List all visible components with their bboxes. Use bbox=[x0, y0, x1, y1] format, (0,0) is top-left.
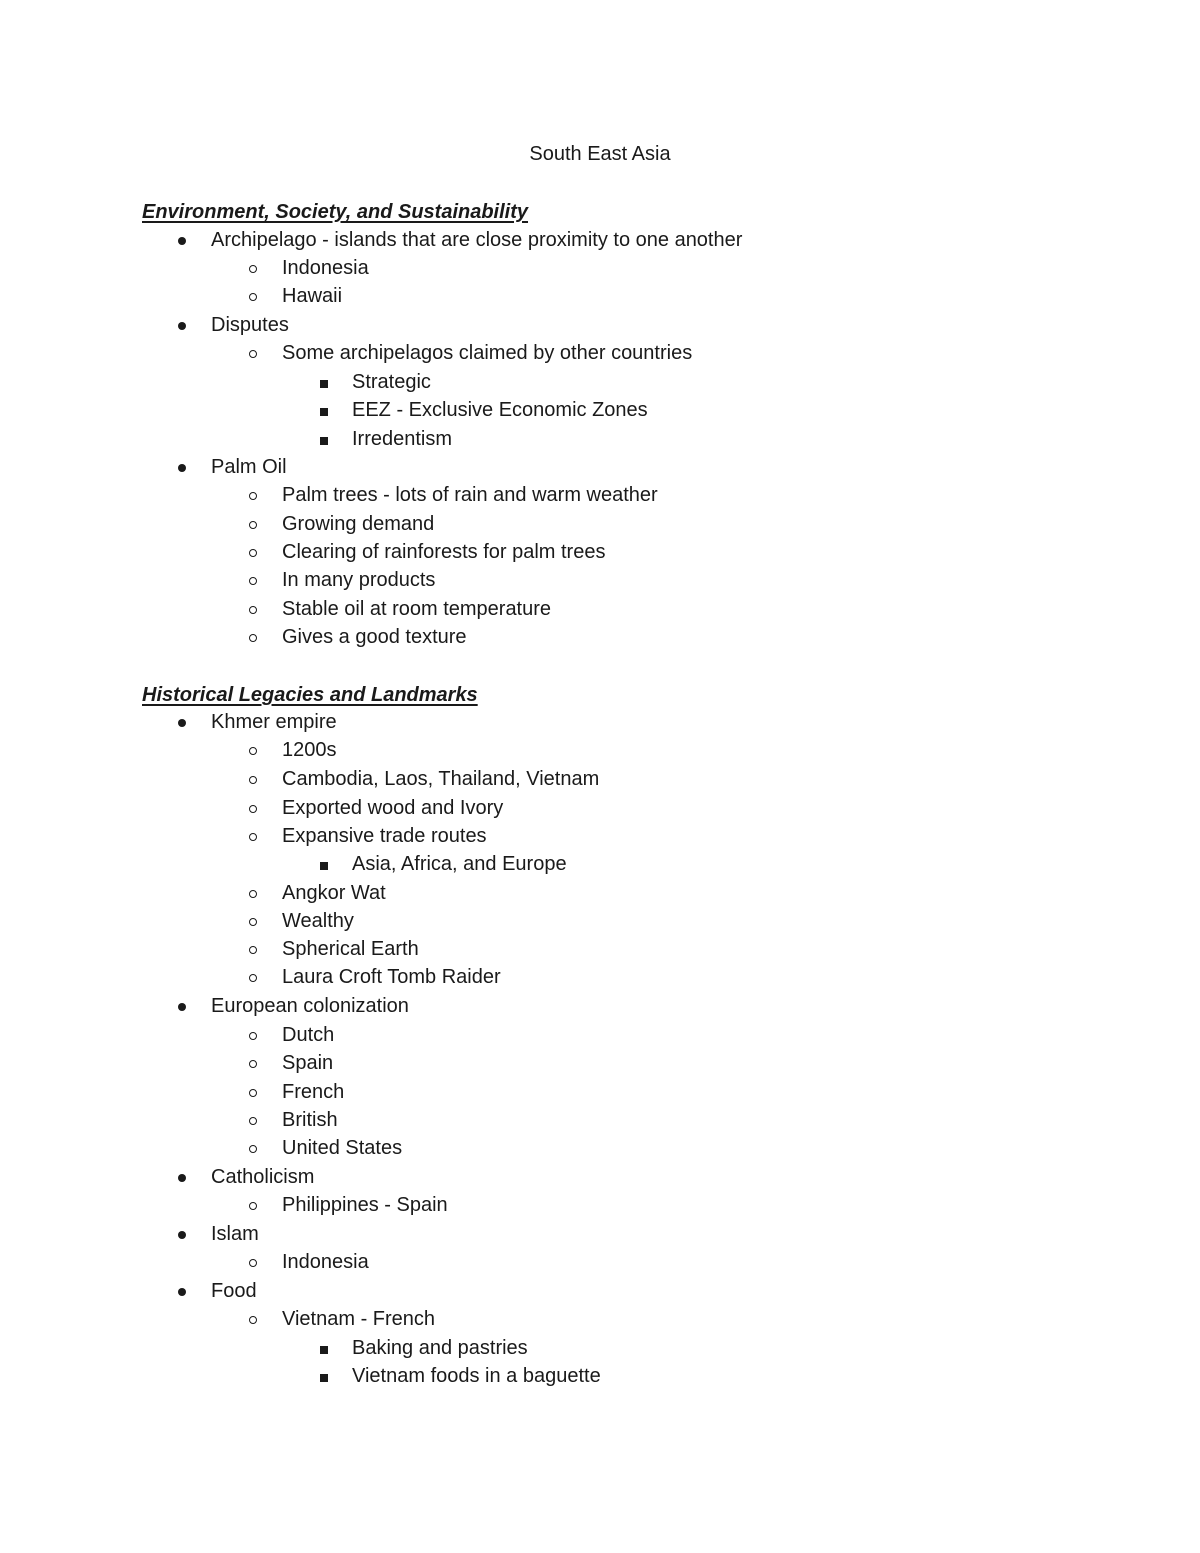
bullet-circle-icon bbox=[249, 963, 269, 991]
bullet-circle-icon bbox=[249, 481, 269, 509]
bullet-circle-icon bbox=[249, 254, 269, 282]
list-item: Vietnam - French bbox=[282, 1305, 435, 1333]
list-item: Stable oil at room temperature bbox=[282, 595, 551, 623]
bullet-circle-icon bbox=[249, 1305, 269, 1333]
list-item: Gives a good texture bbox=[282, 623, 467, 651]
list-item: Clearing of rainforests for palm trees bbox=[282, 538, 605, 566]
bullet-circle-icon bbox=[249, 1106, 269, 1134]
bullet-circle-icon bbox=[249, 538, 269, 566]
list-item: Baking and pastries bbox=[352, 1334, 528, 1362]
list-item: European colonization bbox=[211, 992, 409, 1020]
bullet-square-icon bbox=[319, 1362, 339, 1390]
bullet-square-icon bbox=[319, 425, 339, 453]
list-item: In many products bbox=[282, 566, 435, 594]
list-item: 1200s bbox=[282, 736, 337, 764]
bullet-dot-icon bbox=[178, 453, 198, 481]
section-heading: Environment, Society, and Sustainability bbox=[142, 201, 529, 223]
list-item: Asia, Africa, and Europe bbox=[352, 850, 567, 878]
section-heading: Historical Legacies and Landmarks bbox=[142, 684, 478, 706]
list-item: United States bbox=[282, 1134, 402, 1162]
list-item: Exported wood and Ivory bbox=[282, 794, 503, 822]
list-item: Islam bbox=[211, 1220, 259, 1248]
bullet-square-icon bbox=[319, 368, 339, 396]
list-item: Indonesia bbox=[282, 1248, 369, 1276]
bullet-circle-icon bbox=[249, 339, 269, 367]
list-item: Food bbox=[211, 1277, 257, 1305]
bullet-circle-icon bbox=[249, 1134, 269, 1162]
bullet-circle-icon bbox=[249, 935, 269, 963]
bullet-circle-icon bbox=[249, 282, 269, 310]
bullet-dot-icon bbox=[178, 311, 198, 339]
list-item: Laura Croft Tomb Raider bbox=[282, 963, 501, 991]
bullet-circle-icon bbox=[249, 794, 269, 822]
bullet-circle-icon bbox=[249, 879, 269, 907]
bullet-dot-icon bbox=[178, 1163, 198, 1191]
bullet-circle-icon bbox=[249, 822, 269, 850]
bullet-circle-icon bbox=[249, 595, 269, 623]
list-item: Archipelago - islands that are close proximity to one another bbox=[211, 226, 742, 254]
bullet-dot-icon bbox=[178, 1220, 198, 1248]
list-item: Some archipelagos claimed by other countries bbox=[282, 339, 692, 367]
list-item: Indonesia bbox=[282, 254, 369, 282]
bullet-square-icon bbox=[319, 850, 339, 878]
list-item: Cambodia, Laos, Thailand, Vietnam bbox=[282, 765, 599, 793]
list-item: Angkor Wat bbox=[282, 879, 386, 907]
list-item: Dutch bbox=[282, 1021, 334, 1049]
page-title: South East Asia bbox=[529, 143, 671, 165]
list-item: Vietnam foods in a baguette bbox=[352, 1362, 601, 1390]
list-item: Irredentism bbox=[352, 425, 452, 453]
list-item: Hawaii bbox=[282, 282, 342, 310]
list-item: Palm Oil bbox=[211, 453, 287, 481]
bullet-circle-icon bbox=[249, 736, 269, 764]
bullet-dot-icon bbox=[178, 992, 198, 1020]
list-item: Catholicism bbox=[211, 1163, 314, 1191]
bullet-dot-icon bbox=[178, 226, 198, 254]
bullet-circle-icon bbox=[249, 907, 269, 935]
bullet-circle-icon bbox=[249, 1049, 269, 1077]
bullet-circle-icon bbox=[249, 1191, 269, 1219]
list-item: British bbox=[282, 1106, 338, 1134]
list-item: Spain bbox=[282, 1049, 333, 1077]
list-item: EEZ - Exclusive Economic Zones bbox=[352, 396, 648, 424]
list-item: Khmer empire bbox=[211, 708, 337, 736]
bullet-circle-icon bbox=[249, 1248, 269, 1276]
bullet-circle-icon bbox=[249, 623, 269, 651]
bullet-circle-icon bbox=[249, 1078, 269, 1106]
bullet-circle-icon bbox=[249, 566, 269, 594]
list-item: Palm trees - lots of rain and warm weather bbox=[282, 481, 658, 509]
list-item: Expansive trade routes bbox=[282, 822, 487, 850]
bullet-dot-icon bbox=[178, 1277, 198, 1305]
bullet-circle-icon bbox=[249, 765, 269, 793]
bullet-square-icon bbox=[319, 396, 339, 424]
list-item: Disputes bbox=[211, 311, 289, 339]
list-item: Strategic bbox=[352, 368, 431, 396]
list-item: Wealthy bbox=[282, 907, 354, 935]
list-item: Growing demand bbox=[282, 510, 434, 538]
list-item: Spherical Earth bbox=[282, 935, 419, 963]
bullet-circle-icon bbox=[249, 510, 269, 538]
bullet-circle-icon bbox=[249, 1021, 269, 1049]
bullet-dot-icon bbox=[178, 708, 198, 736]
bullet-square-icon bbox=[319, 1334, 339, 1362]
list-item: Philippines - Spain bbox=[282, 1191, 448, 1219]
list-item: French bbox=[282, 1078, 344, 1106]
